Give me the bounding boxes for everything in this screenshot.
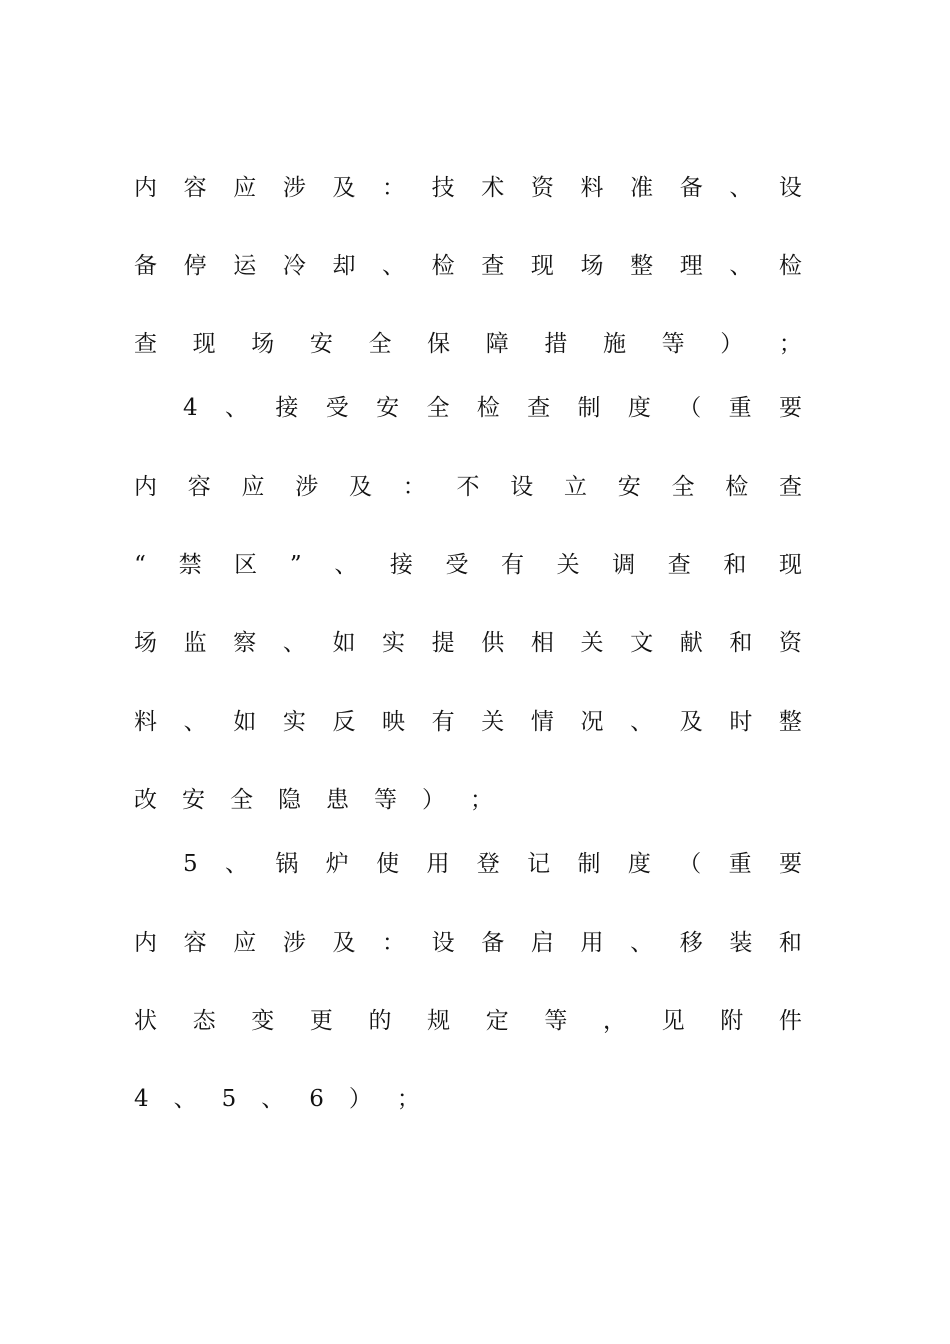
text-line-12: 状 态 变 更 的 规 定 等 ， 见 附 件 [134,1008,802,1034]
text-line-4: 4 、 接 受 安 全 检 查 制 度 （ 重 要 [183,395,802,421]
text-line-8: 料 、 如 实 反 映 有 关 情 况 、 及 时 整 [134,709,802,735]
text-line-5: 内 容 应 涉 及 ： 不 设 立 安 全 检 查 [134,474,802,500]
text-line-10: 5 、 锅 炉 使 用 登 记 制 度 （ 重 要 [183,851,802,877]
text-line-6: “ 禁 区 ” 、 接 受 有 关 调 查 和 现 [134,552,802,578]
text-line-11: 内 容 应 涉 及 ： 设 备 启 用 、 移 装 和 [134,930,802,956]
text-line-1: 内 容 应 涉 及 ： 技 术 资 料 准 备 、 设 [134,175,802,201]
text-line-13: 4 、 5 、 6 ） ； [134,1086,420,1112]
text-line-9: 改 安 全 隐 患 等 ） ； [134,787,493,813]
text-line-2: 备 停 运 冷 却 、 检 查 现 场 整 理 、 检 [134,253,802,279]
text-line-3: 查 现 场 安 全 保 障 措 施 等 ） ； [134,331,802,357]
text-line-7: 场 监 察 、 如 实 提 供 相 关 文 献 和 资 [134,630,802,656]
